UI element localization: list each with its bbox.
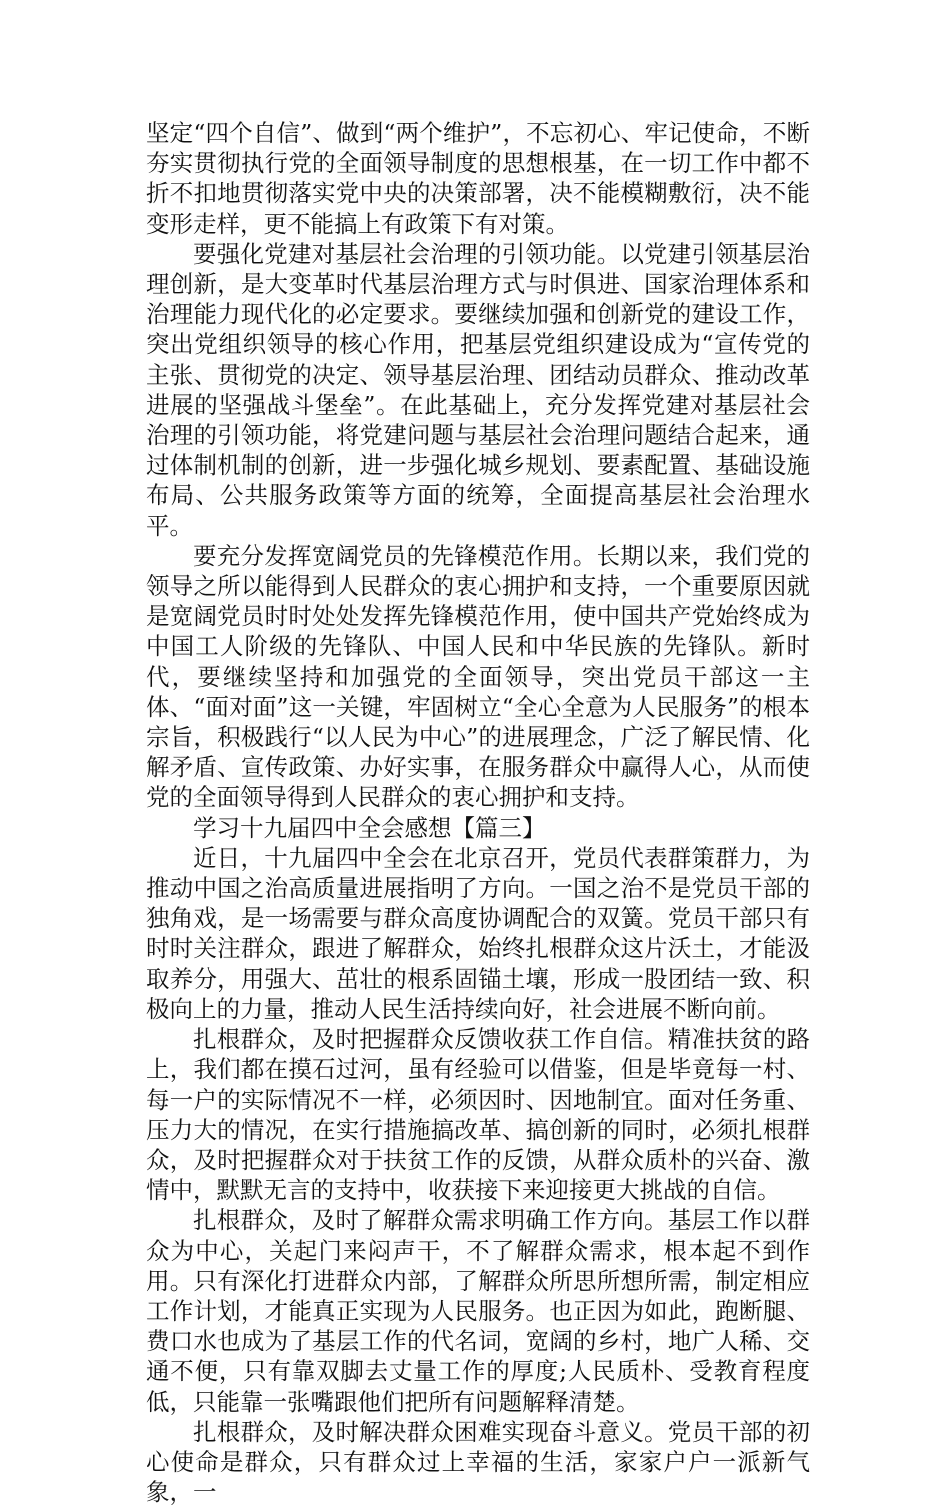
paragraph: 近日，十九届四中全会在北京召开，党员代表群策群力，为推动中国之治高质量进展指明了方向。一国之治不是党员干部的独角戏，是一场需要与群众高度协调配合的双簧。党员干部只有时时关注群众，跟进了解群众，始终扎根群众这片沃土，才能汲取养分，用强大、茁壮的根系固锚土壤，形成一股团结一致、积极向上的力量，推动人民生活持续向好，社会进展不断向前。 (146, 843, 810, 1023)
paragraph-continuation: 坚定“四个自信”、做到“两个维护”，不忘初心、牢记使命，不断夯实贯彻执行党的全面领导制度的思想根基，在一切工作中都不折不扣地贯彻落实党中央的决策部署，决不能模糊敷衍，决不能变形走样，更不能搞上有政策下有对策。 (146, 119, 810, 238)
paragraph: 扎根群众，及时了解群众需求明确工作方向。基层工作以群众为中心，关起门来闷声干，不了解群众需求，根本起不到作用。只有深化打进群众内部，了解群众所思所想所需，制定相应工作计划，才能真正实现为人民服务。也正因为如此，跑断腿、费口水也成为了基层工作的代名词，宽阔的乡村，地广人稀、交通不便，只有靠双脚去丈量工作的厚度;人民质朴、受教育程度低，只能靠一张嘴跟他们把所有问题解释清楚。 (146, 1206, 810, 1416)
paragraph: 扎根群众，及时解决群众困难实现奋斗意义。党员干部的初心使命是群众，只有群众过上幸福的生活，家家户户一派新气象，一 (146, 1417, 810, 1507)
document-body (146, 118, 810, 1507)
paragraph: 扎根群众，及时把握群众反馈收获工作自信。精准扶贫的路上，我们都在摸石过河，虽有经验可以借鉴，但是毕竟每一村、每一户的实际情况不一样，必须因时、因地制宜。面对任务重、压力大的情况，在实行措施搞改革、搞创新的同时，必须扎根群众，及时把握群众对于扶贫工作的反馈，从群众质朴的兴奋、激情中，默默无言的支持中，收获接下来迎接更大挑战的自信。 (146, 1025, 810, 1205)
paragraph: 要强化党建对基层社会治理的引领功能。以党建引领基层治理创新，是大变革时代基层治理方式与时俱进、国家治理体系和治理能力现代化的必定要求。要继续加强和创新党的建设工作，突出党组织领导的核心作用，把基层党组织建设成为“宣传党的主张、贯彻党的决定、领导基层治理、团结动员群众、推动改革进展的坚强战斗堡垒”。在此基础上，充分发挥党建对基层社会治理的引领功能，将党建问题与基层社会治理问题结合起来，通过体制机制的创新，进一步强化城乡规划、要素配置、基础设施布局、公共服务政策等方面的统筹，全面提高基层社会治理水平。 (146, 239, 810, 540)
paragraph: 要充分发挥宽阔党员的先锋模范作用。长期以来，我们党的领导之所以能得到人民群众的衷心拥护和支持，一个重要原因就是宽阔党员时时处处发挥先锋模范作用，使中国共产党始终成为中国工人阶级的先锋队、中国人民和中华民族的先锋队。新时代，要继续坚持和加强党的全面领导，突出党员干部这一主体、“面对面”这一关键，牢固树立“全心全意为人民服务”的根本宗旨，积极践行“以人民为中心”的进展理念，广泛了解民情、化解矛盾、宣传政策、办好实事，在服务群众中赢得人心，从而使党的全面领导得到人民群众的衷心拥护和支持。 (146, 541, 810, 812)
section-heading: 学习十九届四中全会感想【篇三】 (193, 813, 546, 842)
